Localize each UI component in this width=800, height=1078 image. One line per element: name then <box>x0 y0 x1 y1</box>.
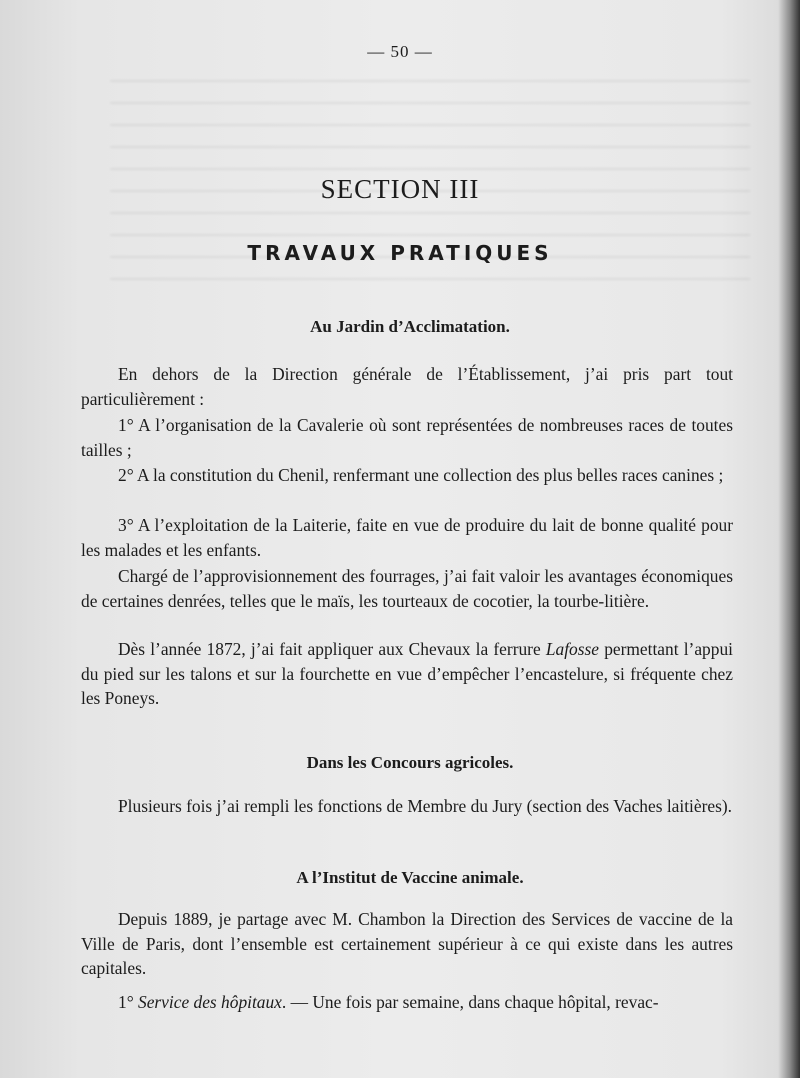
service-hopitaux-title: Service des hôpitaux <box>138 992 282 1012</box>
section-title: SECTION III <box>320 174 480 204</box>
ferrure-text-end: permettant l’appui du pied sur les talons et sur la fourchette en vue d’empêcher l’encastelure, si fréquente chez les Poneys. <box>81 639 733 709</box>
paragraph-fourrages: Chargé de l’approvisionnement des fourrages, j’ai fait valoir les avantages économiques de certaines denrées, telles que le maïs, les tourteaux de cocotier, la tourbe-litière. <box>81 566 733 611</box>
ferrure-text-start: Dès l’année 1872, j’ai fait appliquer aux Chevaux la ferrure <box>118 639 546 659</box>
ferrure-name: Lafosse <box>545 639 600 659</box>
paragraph-concours: Plusieurs fois j’ai rempli les fonctions de Membre du Jury (section des Vaches laitières). <box>118 796 733 816</box>
paragraph-jardin-intro: En dehors de la Direction générale de l’Établissement, j’ai pris part tout particulièrement : <box>81 364 733 409</box>
heading-concours: Dans les Concours agricoles. <box>306 753 514 772</box>
binding-shadow <box>778 0 800 1078</box>
list-item-chenil: 2° A la constitution du Chenil, renfermant une collection des plus belles races canines ; <box>118 465 724 485</box>
paragraph-institut: Depuis 1889, je partage avec M. Chambon la Direction des Services de vaccine de la Ville de Paris, dont l’ensemble est certainement supérieur à ce qui existe dans les autres capitales. <box>81 909 733 979</box>
list-item-laiterie: 3° A l’exploitation de la Laiterie, faite en vue de produire du lait de bonne qualité pour les malades et les enfants. <box>81 515 733 560</box>
paragraph-ferrure <box>81 637 733 711</box>
service-hopitaux-text: . — Une fois par semaine, dans chaque hôpital, revac- <box>281 992 659 1012</box>
heading-institut: A l’Institut de Vaccine animale. <box>296 868 524 887</box>
page-number: — 50 — <box>367 42 433 61</box>
section-subtitle: TRAVAUX PRATIQUES <box>247 241 553 265</box>
heading-jardin: Au Jardin d’Acclimatation. <box>310 317 510 336</box>
paragraph-service-hopitaux: 1° Service des hôpitaux. — Une fois par semaine, dans chaque hôpital, revac- <box>118 992 659 1012</box>
list-item-cavalerie: 1° A l’organisation de la Cavalerie où sont représentées de nombreuses races de toutes tailles ; <box>81 415 733 460</box>
